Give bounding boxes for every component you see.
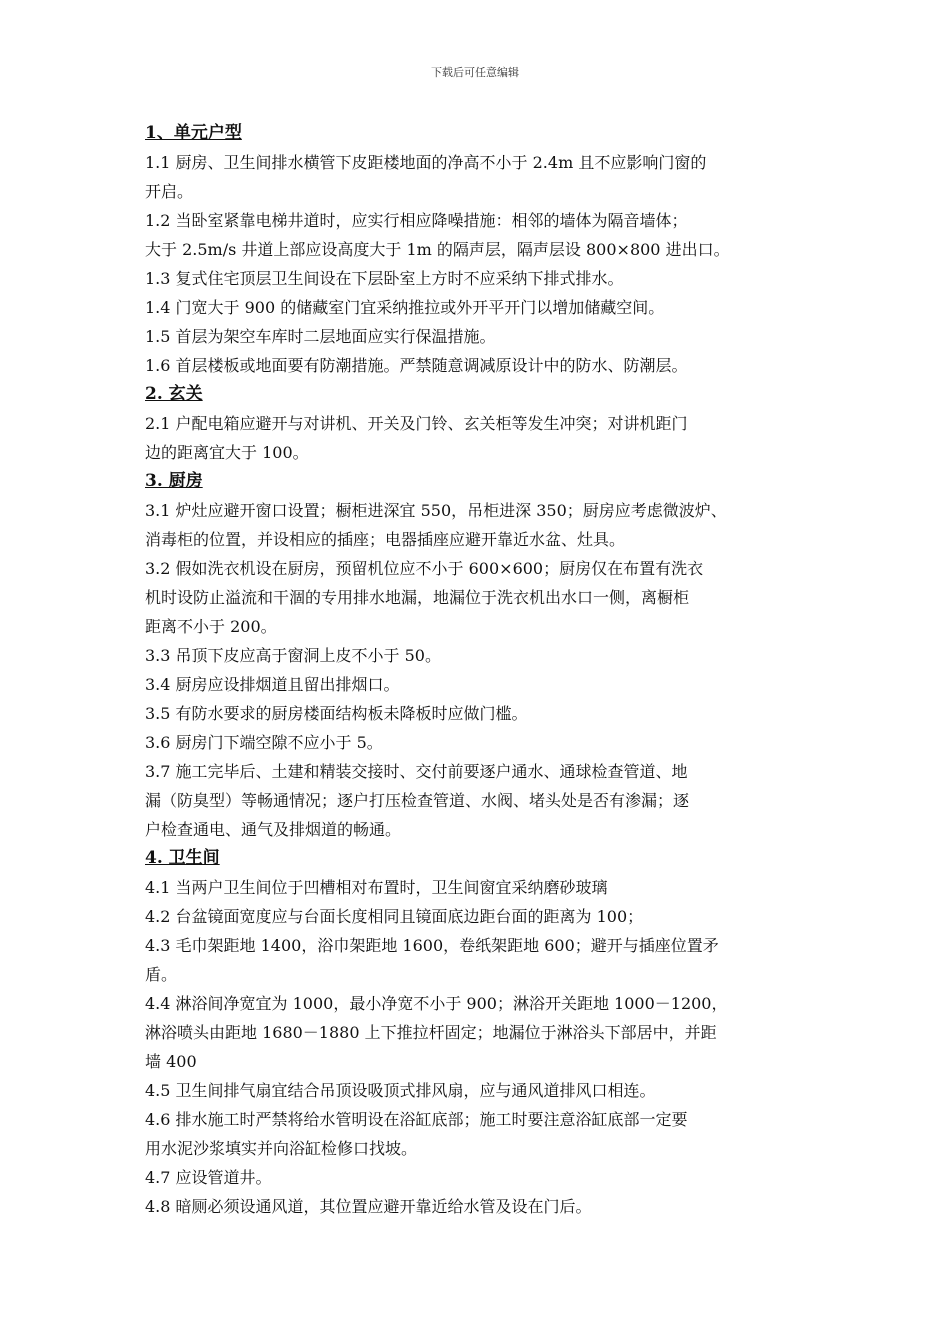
text-line: 3.2 假如洗衣机设在厨房，预留机位应不小于 600×600；厨房仅在布置有洗衣: [145, 559, 704, 578]
text-line: 4.4 淋浴间净宽宜为 1000，最小净宽不小于 900；淋浴开关距地 1000－1200，: [145, 994, 728, 1013]
section-heading: 4. 卫生间: [145, 848, 220, 868]
text-line: 墙 400: [145, 1052, 197, 1071]
text-line: 4.7 应设管道井。: [145, 1168, 272, 1187]
text-line: 4.8 暗厕必须设通风道，其位置应避开靠近给水管及设在门后。: [145, 1197, 592, 1216]
text-line: 2.1 户配电箱应避开与对讲机、开关及门铃、玄关柜等发生冲突；对讲机距门: [145, 414, 688, 433]
text-line: 距离不小于 200。: [145, 617, 277, 636]
text-line: 3.5 有防水要求的厨房楼面结构板未降板时应做门槛。: [145, 704, 528, 723]
text-line: 开启。: [145, 182, 194, 201]
text-line: 机时设防止溢流和干涸的专用排水地漏，地漏位于洗衣机出水口一侧，离橱柜: [145, 588, 690, 607]
text-line: 消毒柜的位置，并设相应的插座；电器插座应避开靠近水盆、灶具。: [145, 530, 626, 549]
text-line: 用水泥沙浆填实并向浴缸检修口找坡。: [145, 1139, 418, 1158]
page-header: 下载后可任意编辑: [431, 66, 519, 79]
text-line: 3.1 炉灶应避开窗口设置；橱柜进深宜 550，吊柜进深 350；厨房应考虑微波炉、: [145, 501, 727, 520]
text-line: 1.6 首层楼板或地面要有防潮措施。严禁随意调减原设计中的防水、防潮层。: [145, 356, 688, 375]
text-line: 1.4 门宽大于 900 的储藏室门宜采纳推拉或外开平开门以增加储藏空间。: [145, 298, 665, 317]
text-line: 大于 2.5m/s 井道上部应设高度大于 1m 的隔声层，隔声层设 800×800 进出口。: [145, 240, 730, 259]
text-line: 4.5 卫生间排气扇宜结合吊顶设吸顶式排风扇，应与通风道排风口相连。: [145, 1081, 656, 1100]
text-line: 3.3 吊顶下皮应高于窗洞上皮不小于 50。: [145, 646, 441, 665]
text-line: 4.6 排水施工时严禁将给水管明设在浴缸底部；施工时要注意浴缸底部一定要: [145, 1110, 688, 1129]
text-line: 淋浴喷头由距地 1680－1880 上下推拉杆固定；地漏位于淋浴头下部居中，并距: [145, 1023, 717, 1042]
text-line: 4.1 当两户卫生间位于凹槽相对布置时，卫生间窗宜采纳磨砂玻璃: [145, 878, 608, 897]
section-heading: 3. 厨房: [145, 471, 203, 491]
text-line: 1.5 首层为架空车库时二层地面应实行保温措施。: [145, 327, 496, 346]
text-line: 3.4 厨房应设排烟道且留出排烟口。: [145, 675, 400, 694]
section-entrance: [145, 380, 835, 467]
section-unit-layout: [145, 119, 835, 380]
document-body: [145, 119, 835, 1221]
text-line: 3.6 厨房门下端空隙不应小于 5。: [145, 733, 383, 752]
text-line: 3.7 施工完毕后、土建和精装交接时、交付前要逐户通水、通球检查管道、地: [145, 762, 688, 781]
text-line: 漏（防臭型）等畅通情况；逐户打压检查管道、水阀、堵头处是否有渗漏；逐: [145, 791, 690, 810]
section-heading: 1、单元户型: [145, 123, 242, 143]
text-line: 户检查通电、通气及排烟道的畅通。: [145, 820, 402, 839]
text-line: 1.1 厨房、卫生间排水横管下皮距楼地面的净高不小于 2.4m 且不应影响门窗的: [145, 153, 707, 172]
text-line: 边的距离宜大于 100。: [145, 443, 309, 462]
text-line: 1.2 当卧室紧靠电梯井道时，应实行相应降噪措施：相邻的墙体为隔音墙体；: [145, 211, 688, 230]
section-kitchen: [145, 467, 835, 844]
section-bathroom: [145, 844, 835, 1221]
section-heading: 2. 玄关: [145, 384, 203, 404]
text-line: 1.3 复式住宅顶层卫生间设在下层卧室上方时不应采纳下排式排水。: [145, 269, 624, 288]
text-line: 4.3 毛巾架距地 1400，浴巾架距地 1600，卷纸架距地 600；避开与插座位置矛: [145, 936, 719, 955]
text-line: 盾。: [145, 965, 178, 984]
text-line: 4.2 台盆镜面宽度应与台面长度相同且镜面底边距台面的距离为 100；: [145, 907, 644, 926]
